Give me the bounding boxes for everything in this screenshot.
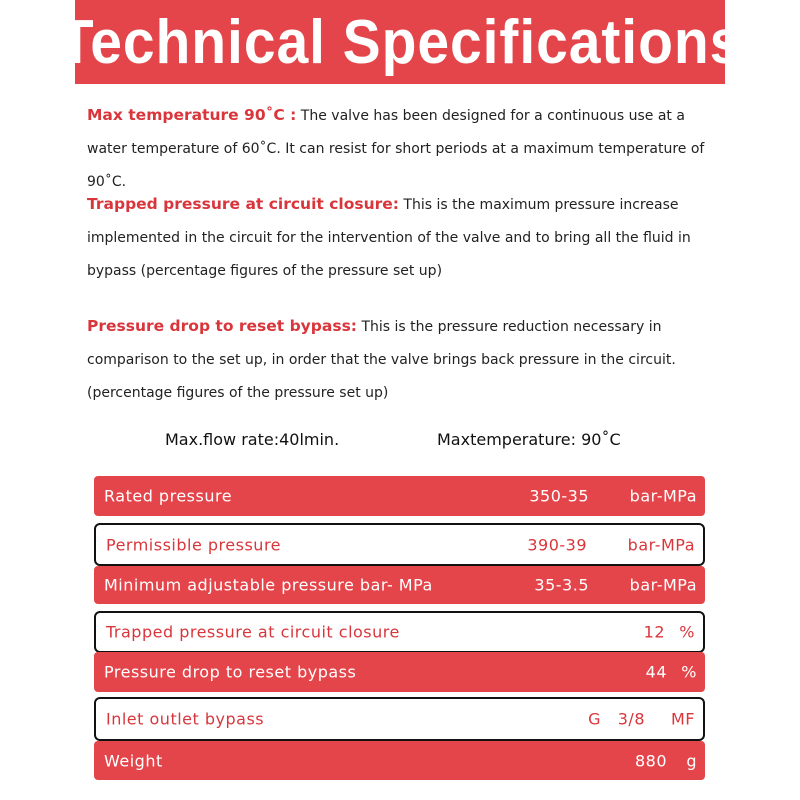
spec-row-inlet-outlet-bypass bbox=[94, 697, 705, 741]
spec-unit: bar-MPa bbox=[629, 486, 697, 506]
spec-unit: MF bbox=[670, 709, 695, 729]
paragraph-trapped-pressure bbox=[87, 188, 727, 288]
spec-value: 880 bbox=[634, 751, 667, 770]
paragraph-lead: Pressure drop to reset bypass: bbox=[87, 317, 357, 335]
spec-row-rated-pressure bbox=[94, 476, 705, 516]
paragraph-text: The valve has been designed for a continuous use at a water temperature of 60˚C. It can resist for short periods at a maximum temperature of 90˚C. bbox=[87, 108, 705, 190]
spec-label: Weight bbox=[104, 751, 163, 770]
spec-label: Minimum adjustable pressure bar- MPa bbox=[104, 575, 433, 595]
paragraph-lead: Trapped pressure at circuit closure: bbox=[87, 195, 399, 213]
paragraph-max-temperature bbox=[87, 99, 727, 199]
spec-unit: bar-MPa bbox=[627, 535, 695, 554]
paragraph-lead: Max temperature 90˚C : bbox=[87, 106, 297, 124]
spec-row-trapped-pressure bbox=[94, 611, 705, 653]
spec-value: 44 bbox=[645, 662, 667, 682]
spec-value: G 3/8 bbox=[588, 709, 645, 729]
spec-row-pressure-drop bbox=[94, 652, 705, 692]
max-flow-rate: Max.flow rate:40lmin. bbox=[165, 430, 340, 449]
spec-row-minimum-adjustable-pressure bbox=[94, 566, 705, 604]
spec-unit: % bbox=[681, 662, 697, 682]
spec-label: Permissible pressure bbox=[106, 535, 282, 554]
spec-value: 390-39 bbox=[527, 535, 587, 554]
spec-label: Pressure drop to reset bypass bbox=[104, 662, 357, 682]
spec-value: 12 bbox=[643, 622, 665, 642]
spec-label: Inlet outlet bypass bbox=[106, 709, 265, 729]
spec-unit: g bbox=[686, 751, 697, 770]
max-temperature: Maxtemperature: 90˚C bbox=[437, 430, 621, 449]
paragraph-text: This is the pressure reduction necessary in comparison to the set up, in order that the valve brings back pressure in the circuit. (percentage figures of the pressure set up) bbox=[87, 319, 676, 401]
spec-unit: bar-MPa bbox=[629, 575, 697, 595]
spec-label: Rated pressure bbox=[104, 486, 233, 506]
paragraph-text: This is the maximum pressure increase implemented in the circuit for the intervention of the valve and to bring all the fluid in bypass (percentage figures of the pressure set up) bbox=[87, 197, 691, 279]
spec-unit: % bbox=[679, 622, 695, 642]
summary-line bbox=[0, 430, 800, 456]
spec-label: Trapped pressure at circuit closure bbox=[106, 622, 400, 642]
page-title: Technical Specifications bbox=[58, 7, 742, 77]
spec-value: 350-35 bbox=[529, 486, 589, 506]
title-banner bbox=[58, 0, 742, 84]
spec-row-permissible-pressure bbox=[94, 523, 705, 566]
paragraph-pressure-drop bbox=[87, 310, 727, 410]
spec-value: 35-3.5 bbox=[534, 575, 589, 595]
spec-row-weight bbox=[94, 741, 705, 780]
